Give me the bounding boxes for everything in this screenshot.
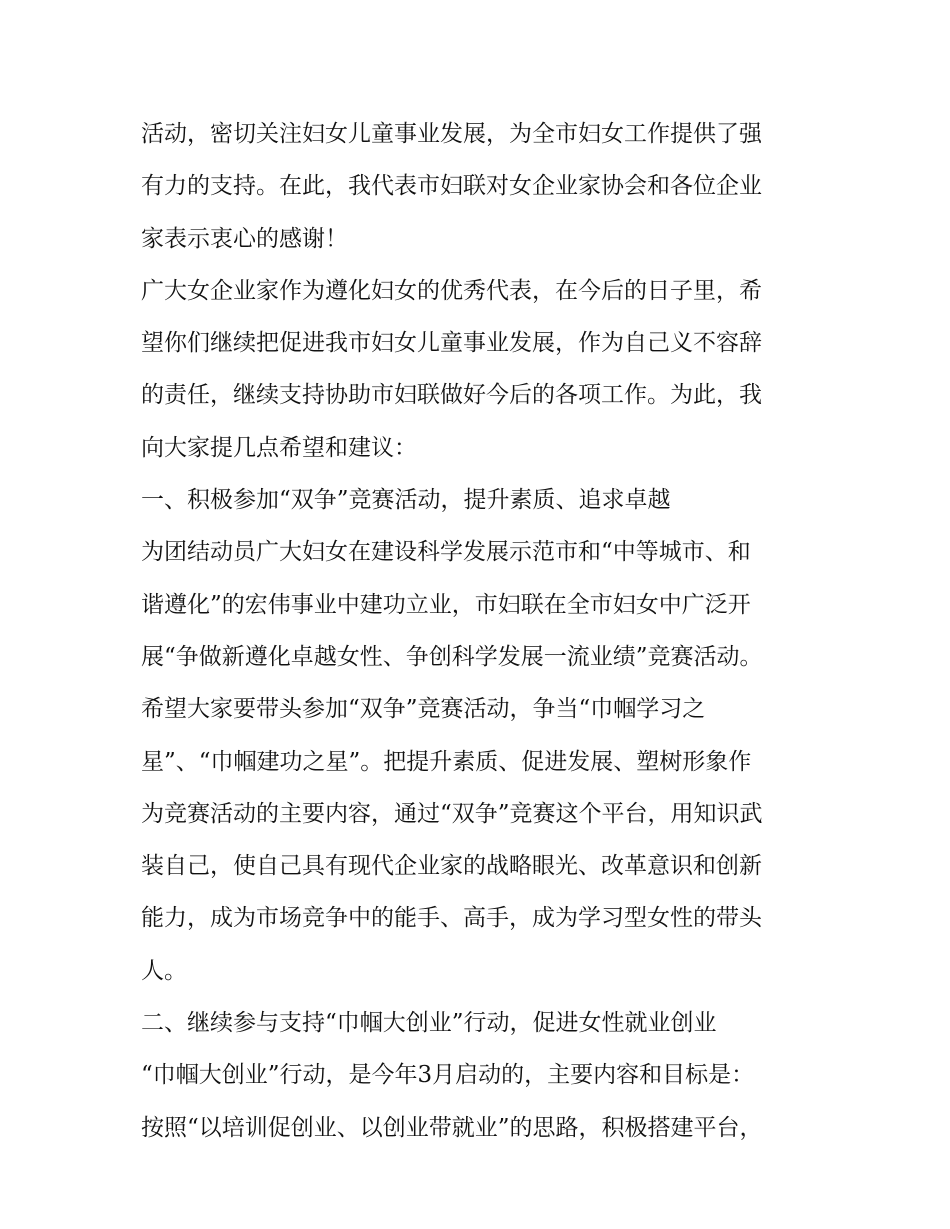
document-body [141, 108, 831, 1154]
text-line: 能力，成为市场竞争中的能手、高手，成为学习型女性的带头 [141, 905, 762, 932]
text-line: 谐遵化”的宏伟事业中建功立业，市妇联在全市妇女中广泛开 [141, 591, 751, 618]
text-line: 有力的支持。在此，我代表市妇联对女企业家协会和各位企业 [141, 173, 762, 200]
text-line: 为团结动员广大妇女在建设科学发展示范市和“中等城市、和 [141, 539, 751, 566]
text-line: 向大家提几点希望和建议： [141, 434, 417, 461]
section-heading-1: 一、积极参加“双争”竞赛活动，提升素质、追求卓越 [141, 487, 671, 514]
text-line: 人。 [141, 957, 187, 984]
text-line: 为竞赛活动的主要内容，通过“双争”竞赛这个平台，用知识武 [141, 800, 763, 827]
text-line: 广大女企业家作为遵化妇女的优秀代表，在今后的日子里，希 [141, 277, 762, 304]
section-heading-2: 二、继续参与支持“巾帼大创业”行动，促进女性就业创业 [141, 1010, 717, 1037]
text-line: 希望大家要带头参加“双争”竞赛活动，争当“巾帼学习之 [141, 696, 706, 723]
text-line: 星”、“巾帼建功之星”。把提升素质、促进发展、塑树形象作 [141, 748, 752, 775]
text-line: 望你们继续把促进我市妇女儿童事业发展，作为自己义不容辞 [141, 330, 762, 357]
text-line: 装自己，使自己具有现代企业家的战略眼光、改革意识和创新 [141, 853, 762, 880]
text-line: 展“争做新遵化卓越女性、争创科学发展一流业绩”竞赛活动。 [141, 643, 763, 670]
text-line: 按照“以培训促创业、以创业带就业”的思路，积极搭建平台， [141, 1114, 763, 1141]
text-line: 活动，密切关注妇女儿童事业发展，为全市妇女工作提供了强 [141, 121, 762, 147]
text-line: 家表示衷心的感谢！ [141, 225, 348, 252]
text-line: “巾帼大创业”行动，是今年3月启动的，主要内容和目标是： [141, 1062, 755, 1089]
text-line: 的责任，继续支持协助市妇联做好今后的各项工作。为此，我 [141, 382, 762, 409]
